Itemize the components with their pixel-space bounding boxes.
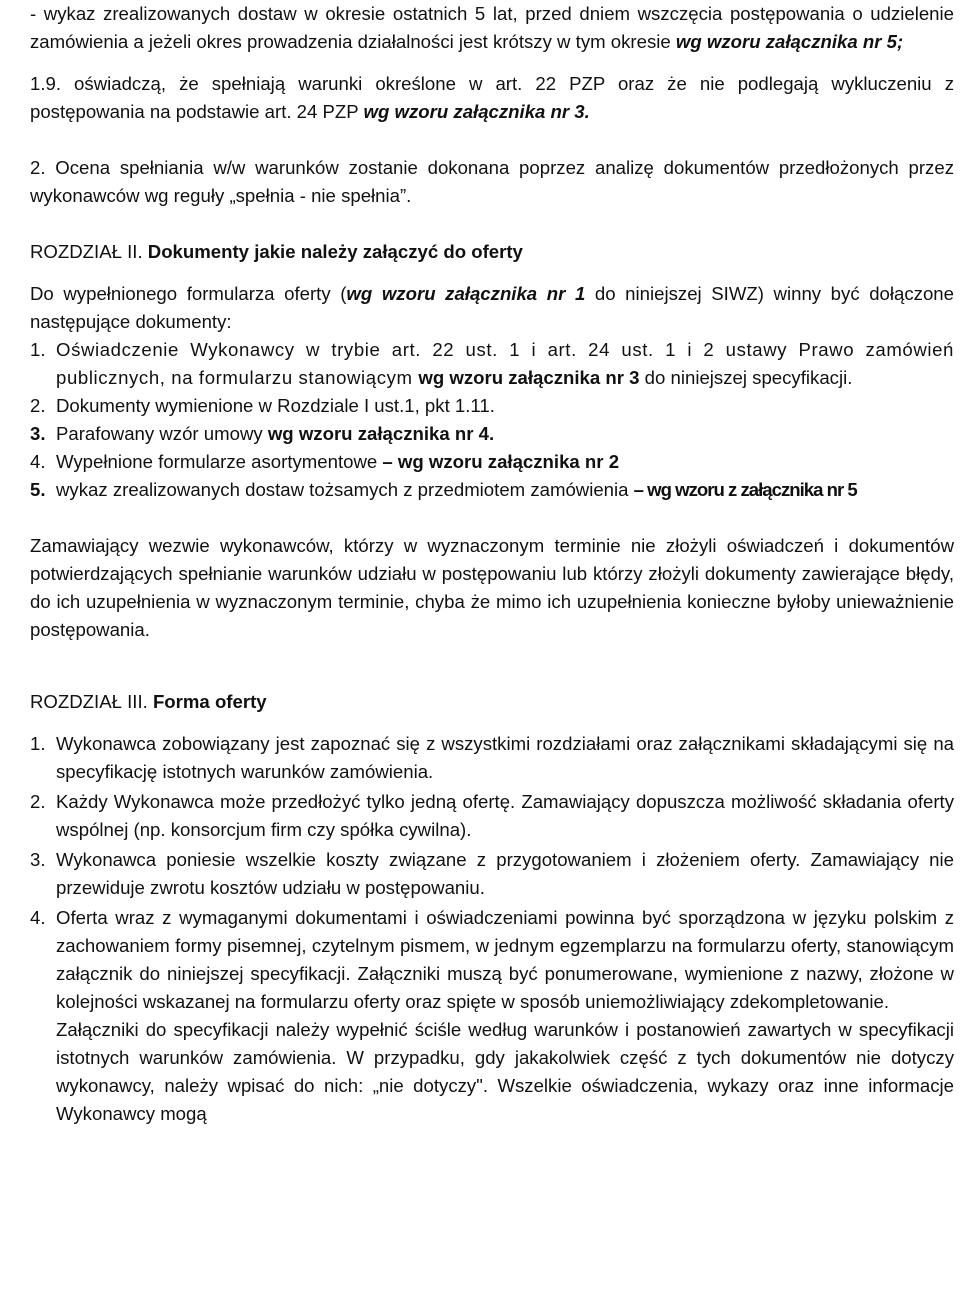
point-1-9-ref: wg wzoru załącznika nr 3. — [363, 101, 590, 122]
chapter-3-list — [30, 730, 954, 1128]
chapter-3-title: Forma oferty — [147, 691, 267, 712]
item-text-main: Wypełnione formularze asortymentowe — [56, 451, 383, 472]
list-item — [30, 476, 954, 504]
chapter-2-heading — [30, 238, 954, 266]
item-text-end: do niniejszej specyfikacji. — [639, 367, 853, 388]
list-item — [30, 788, 954, 844]
item-text-main: Oświadczenie Wykonawcy w trybie art. 22 ust. 1 i art. 24 ust. 1 i 2 ustawy Prawo zamówień publicznych, na formularzu stanowiącym — [56, 339, 954, 388]
chapter-3-label: ROZDZIAŁ III. — [30, 691, 148, 712]
item-ref: – wg wzoru załącznika nr 2 — [382, 451, 620, 472]
list-item — [30, 392, 954, 420]
item-number: 5. — [30, 479, 46, 500]
item-text — [56, 448, 954, 476]
item-text — [56, 420, 954, 448]
item-text: Wykonawca zobowiązany jest zapoznać się z wszystkimi rozdziałami oraz załącznikami składającymi się na specyfikację istotnych warunków zamówienia. — [56, 733, 954, 782]
chapter-2-title: Dokumenty jakie należy załączyć do oferty — [142, 241, 523, 262]
item-number: 3. — [30, 423, 46, 444]
point-1-9-text: 1.9. oświadczą, że spełniają warunki określone w art. 22 PZP oraz że nie podlegają wykluczeniu z postępowania na podstawie art. 24 PZP — [30, 73, 954, 122]
chapter-2-documents-list — [30, 336, 954, 504]
item-ref: – wg wzoru z załącznika nr 5 — [633, 479, 857, 500]
item-text-main: Parafowany wzór umowy — [56, 423, 268, 444]
item-text: Dokumenty wymienione w Rozdziale I ust.1, pkt 1.11. — [56, 395, 495, 416]
item-text — [56, 336, 954, 392]
item-number: 1. — [30, 733, 46, 754]
list-item — [30, 420, 954, 448]
point-1-9 — [30, 70, 954, 126]
chapter-3-heading — [30, 688, 954, 716]
chapter-2-closing: Zamawiający wezwie wykonawców, którzy w wyznaczonym terminie nie złożyli oświadczeń i dokumentów potwierdzających spełnianie warunków udziału w postępowaniu lub którzy złożyli dokumenty zawierające błędy, do ich uzupełnienia w wyznaczonym terminie, chyba że mimo ich uzupełnienia konieczne byłoby unieważnienie postępowania. — [30, 535, 954, 640]
item-text: Wykonawca poniesie wszelkie koszty związane z przygotowaniem i złożeniem oferty. Zamawiający nie przewiduje zwrotu kosztów udziału w postępowaniu. — [56, 849, 954, 898]
bullet-ref: wg wzoru załącznika nr 5; — [675, 31, 904, 52]
item-text — [56, 904, 954, 1128]
bullet-wykaz-dostaw — [30, 0, 954, 56]
item-number: 2. — [30, 395, 46, 416]
item-text-main: wykaz zrealizowanych dostaw tożsamych z przedmiotem zamówienia — [56, 479, 634, 500]
chapter-2-intro — [30, 280, 954, 336]
item-ref: wg wzoru załącznika nr 3 — [418, 367, 640, 388]
item-number: 3. — [30, 849, 46, 870]
list-item — [30, 448, 954, 476]
item-number: 2. — [30, 791, 46, 812]
item-number: 4. — [30, 451, 46, 472]
item-number: 4. — [30, 907, 46, 928]
bullet-text: - wykaz zrealizowanych dostaw w okresie ostatnich 5 lat, przed dniem wszczęcia postępowania o udzielenie zamówienia a jeżeli okres prowadzenia działalności jest krótszy w tym okresie — [30, 3, 954, 52]
intro-text-end: do niniejszej SIWZ) winny być dołączone następujące dokumenty: — [30, 283, 954, 332]
item-text-part-2: Załączniki do specyfikacji należy wypełnić ściśle według warunków i postanowień zawartych w specyfikacji istotnych warunków zamówienia. W przypadku, gdy jakakolwiek część z tych dokumentów nie dotyczy wykonawcy, należy wpisać do nich: „nie dotyczy". Wszelkie oświadczenia, wykazy oraz inne informacje Wykonawcy mogą — [56, 1019, 954, 1124]
list-item — [30, 336, 954, 392]
list-item — [30, 730, 954, 786]
chapter-2-label: ROZDZIAŁ II. — [30, 241, 143, 262]
intro-text: Do wypełnionego formularza oferty ( — [30, 283, 347, 304]
list-item — [30, 904, 954, 1128]
intro-ref: wg wzoru załącznika nr 1 — [346, 283, 586, 304]
item-text: Każdy Wykonawca może przedłożyć tylko jedną ofertę. Zamawiający dopuszcza możliwość składania oferty wspólnej (np. konsorcjum firm czy spółka cywilna). — [56, 791, 954, 840]
ocena-paragraph: 2. Ocena spełniania w/w warunków zostanie dokonana poprzez analizę dokumentów przedłożonych przez wykonawców wg reguły „spełnia - nie spełnia”. — [30, 157, 954, 206]
list-item — [30, 846, 954, 902]
item-text-part-1: Oferta wraz z wymaganymi dokumentami i oświadczeniami powinna być sporządzona w języku polskim z zachowaniem formy pisemnej, czytelnym pismem, w jednym egzemplarzu na formularzu oferty, stanowiącym załącznik do niniejszej specyfikacji. Załączniki muszą być ponumerowane, wymienione z nazwy, złożone w kolejności wskazanej na formularzu oferty oraz spięte w sposób uniemożliwiający zdekompletowanie. — [56, 907, 954, 1012]
item-text — [56, 476, 954, 504]
item-ref: wg wzoru załącznika nr 4. — [267, 423, 495, 444]
item-number: 1. — [30, 339, 46, 360]
